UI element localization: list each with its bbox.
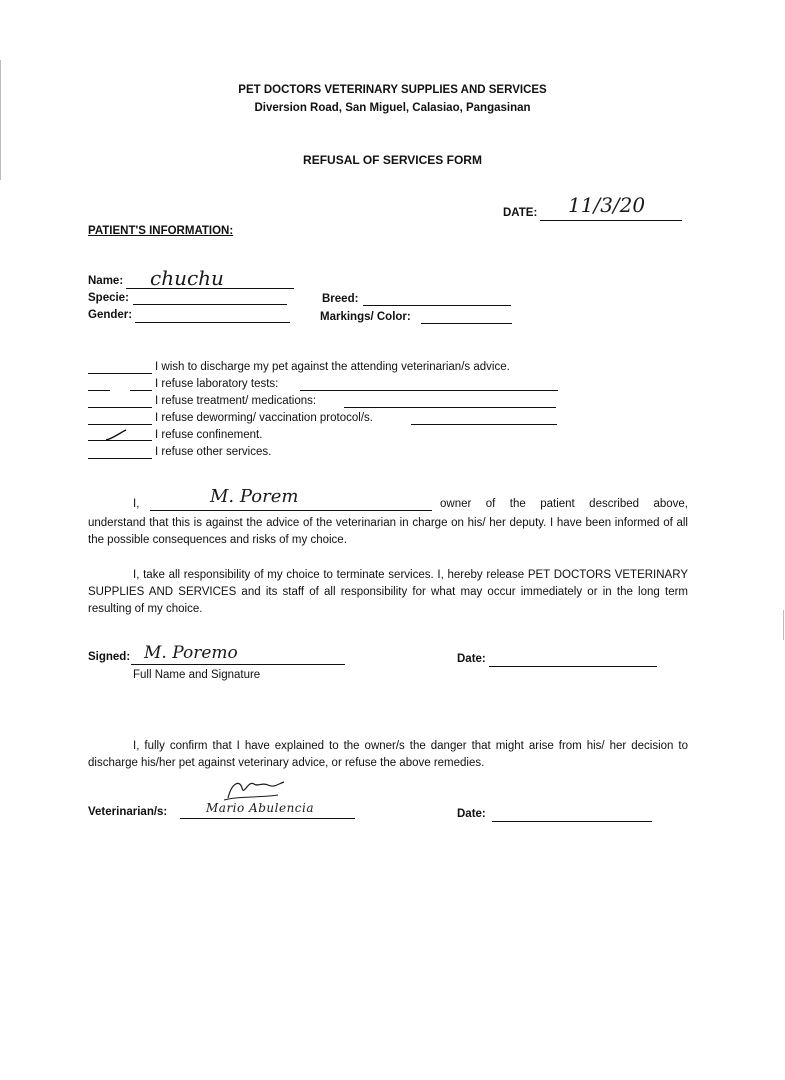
company-name: PET DOCTORS VETERINARY SUPPLIES AND SERVICES <box>238 84 547 96</box>
statement1-tail: owner of the patient described above, <box>440 498 688 510</box>
markings-line <box>421 323 512 324</box>
statement2: I, take all responsibility of my choice to terminate services. I, hereby release PET DOCTORS VETERINARY SUPPLIES AND SERVICES and its staff of all responsibility for what may occur immediately or in the long term resulting of my choice. <box>88 569 688 615</box>
check-line-2a <box>88 390 110 391</box>
check-line-2b <box>130 390 152 391</box>
veterinarian-label: Veterinarian/s: <box>88 806 168 818</box>
signed-line <box>131 664 345 665</box>
signed-caption: Full Name and Signature <box>133 669 261 681</box>
signed-signature: M. Poremo <box>144 643 238 663</box>
statement3: I, fully confirm that I have explained to the owner/s the danger that might arise from his/ her decision to discharge his/her pet against veterinary advice, or refuse the above remedies. <box>88 740 688 769</box>
veterinarian-name: Mario Abulencia <box>206 801 315 815</box>
signed-date-line <box>489 666 657 667</box>
check-line-3 <box>88 407 152 408</box>
breed-label: Breed: <box>322 293 359 305</box>
deworming-line <box>411 424 557 425</box>
form-title: REFUSAL OF SERVICES FORM <box>303 153 482 167</box>
specie-line <box>133 304 287 305</box>
company-address: Diversion Road, San Miguel, Calasiao, Pangasinan <box>254 102 531 114</box>
treatment-line <box>344 407 556 408</box>
veterinarian-signature-flourish <box>218 776 288 804</box>
check-line-6 <box>88 458 152 459</box>
laboratory-tests-line <box>300 390 558 391</box>
check-line-1 <box>88 373 152 374</box>
breed-line <box>363 305 511 306</box>
gender-label: Gender: <box>88 309 133 321</box>
refusal-item-2: I refuse laboratory tests: <box>155 378 279 390</box>
date-value: 11/3/20 <box>568 193 646 217</box>
specie-label: Specie: <box>88 292 129 304</box>
date-label: DATE: <box>503 207 538 219</box>
signed-label: Signed: <box>88 651 131 663</box>
statement1-lead: I, <box>133 498 140 510</box>
veterinarian-date-label: Date: <box>457 808 486 820</box>
name-value: chuchu <box>150 266 224 290</box>
refusal-item-5: I refuse confinement. <box>155 429 263 441</box>
patient-section-title: PATIENT'S INFORMATION: <box>88 225 234 237</box>
name-label: Name: <box>88 275 124 287</box>
date-line <box>540 220 682 221</box>
check-line-4 <box>88 424 152 425</box>
signed-date-label: Date: <box>457 653 486 665</box>
markings-label: Markings/ Color: <box>320 311 411 323</box>
statement1-body: understand that this is against the advice of the veterinarian in charge on his/ her deputy. I have been informed of all the possible consequences and risks of my choice. <box>88 517 688 546</box>
refusal-item-3: I refuse treatment/ medications: <box>155 395 317 407</box>
refusal-item-1: I wish to discharge my pet against the attending veterinarian/s advice. <box>155 361 510 373</box>
gender-line <box>135 322 290 323</box>
checkmark-icon <box>104 428 128 442</box>
owner-name-line <box>150 510 432 511</box>
veterinarian-date-line <box>492 821 652 822</box>
scan-edge-mark-right <box>783 610 784 640</box>
refusal-item-6: I refuse other services. <box>155 446 272 458</box>
owner-name-signature: M. Porem <box>210 486 299 507</box>
refusal-item-4: I refuse deworming/ vaccination protocol/s. <box>155 412 373 424</box>
veterinarian-line <box>180 818 355 819</box>
